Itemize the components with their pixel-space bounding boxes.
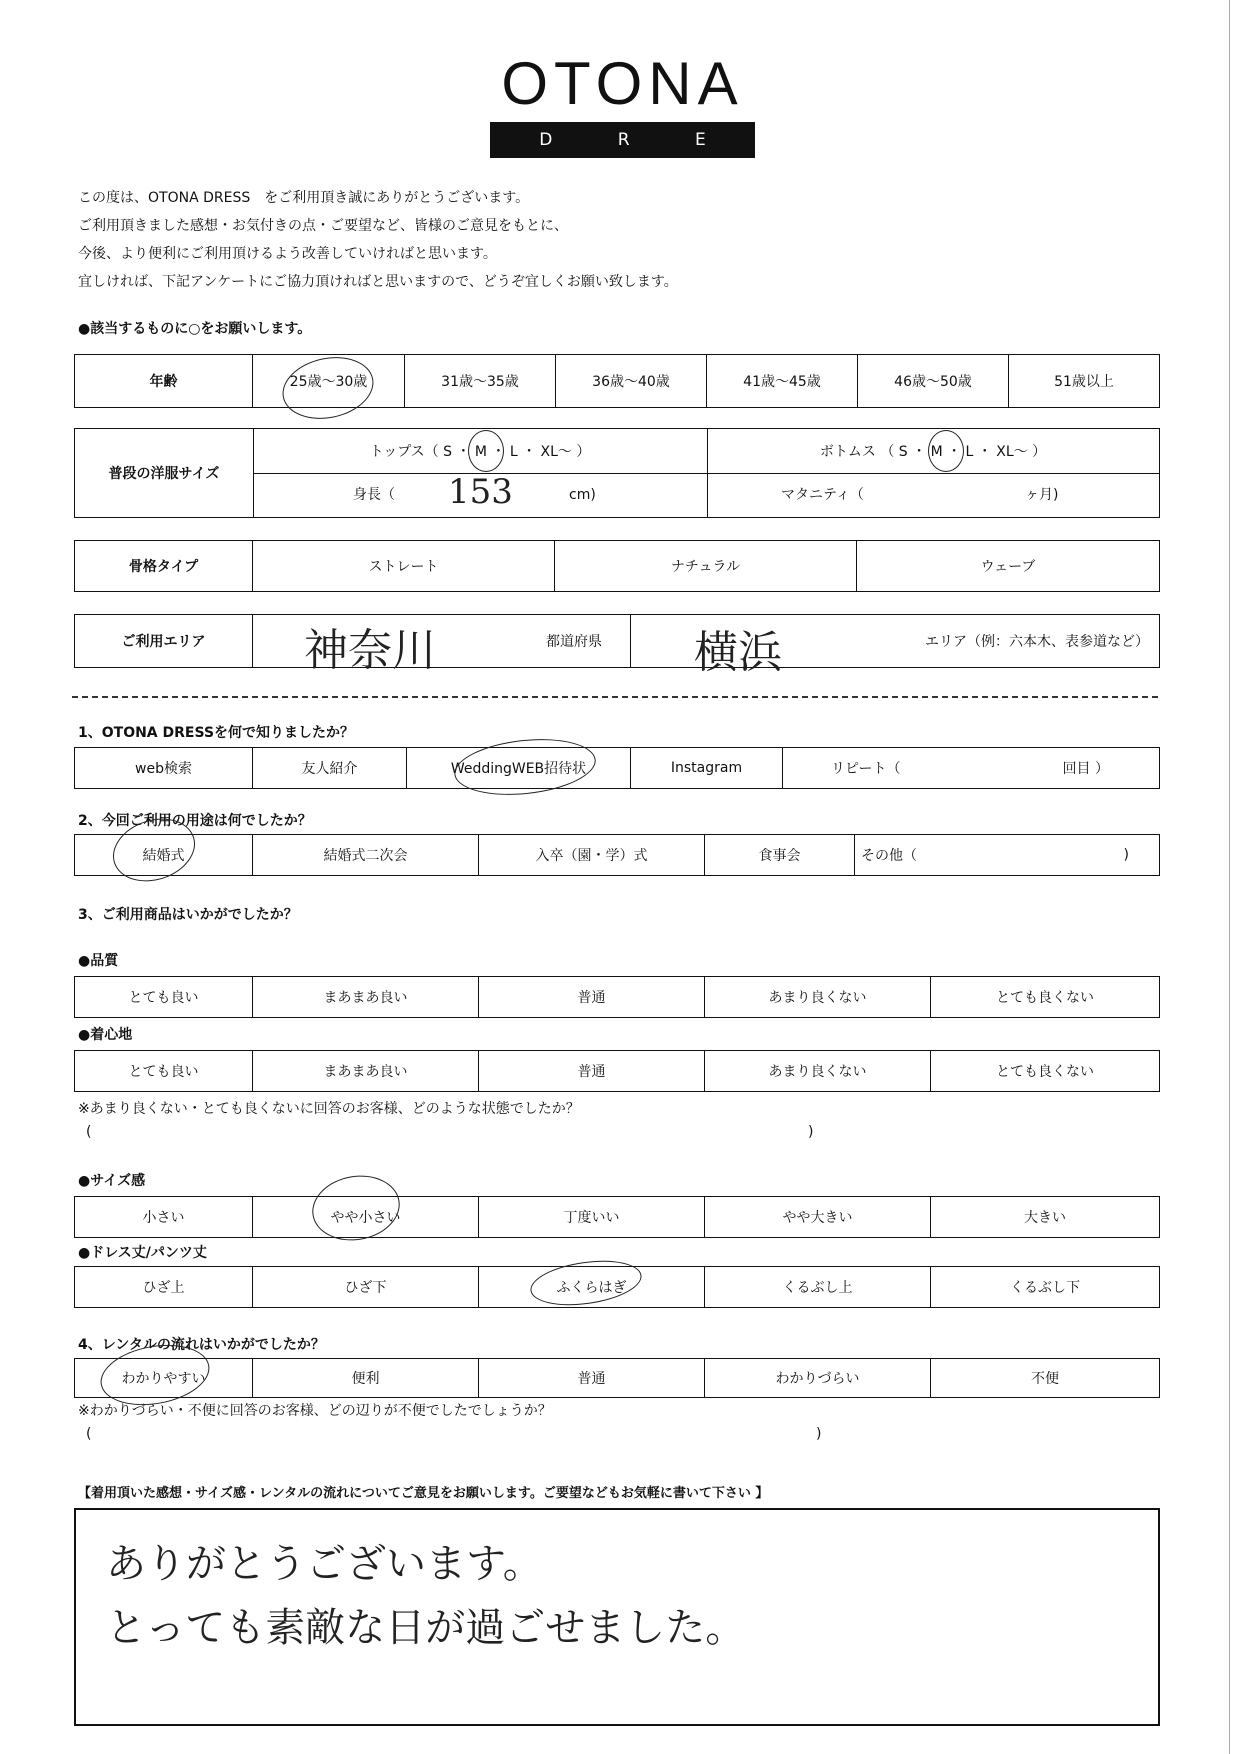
comfort-option[interactable]: 普通 [479, 1051, 705, 1091]
height-value: 153 [448, 472, 513, 512]
intro-line: 今後、より便利にご利用頂けるよう改善していければと思います。 [78, 246, 497, 262]
length-option[interactable]: くるぶし下 [1010, 1280, 1080, 1296]
q4-note: ※わかりづらい・不便に回答のお客様、どの辺りが不便でしたでしょうか？ [78, 1403, 552, 1419]
comfort-row [74, 1050, 1160, 1092]
q2-title: 2、今回ご利用の用途は何でしたか？ [78, 813, 312, 829]
q2-option[interactable]: 食事会 [705, 835, 855, 875]
logo-otona: OTONA [501, 50, 744, 117]
area-label: ご利用エリア [75, 615, 253, 667]
maternity-unit: ヶ月) [1025, 487, 1059, 503]
q1-title: 1、OTONA DRESSを何で知りましたか？ [78, 725, 355, 741]
body-type-option[interactable]: ナチュラル [555, 541, 857, 591]
q4-paren-open: ( [86, 1426, 92, 1442]
fit-option[interactable]: やや大きい [705, 1197, 931, 1237]
area-unit: エリア（例：六本木、表参道など） [925, 634, 1149, 650]
q3-paren-open: ( [86, 1124, 92, 1140]
q2-other-close: ) [1123, 847, 1129, 863]
fit-option[interactable]: 小さい [75, 1197, 253, 1237]
comfort-option[interactable]: とても良くない [996, 1064, 1094, 1080]
bottoms-size[interactable]: ボトムス （ S ・ M ・ L ・ XL～ ） [819, 444, 1047, 460]
q1-repeat-count: 回目 ） [1062, 761, 1109, 777]
length-option[interactable]: くるぶし上 [705, 1267, 931, 1307]
comfort-option[interactable]: とても良い [75, 1051, 253, 1091]
quality-option[interactable]: とても良い [75, 977, 253, 1017]
age-label: 年齢 [75, 355, 253, 407]
instruction: ●該当するものに○をお願いします。 [78, 321, 312, 337]
age-option[interactable]: 41歳～45歳 [707, 355, 858, 407]
fit-option[interactable]: やや小さい [253, 1197, 479, 1237]
q2-row [74, 834, 1160, 876]
height-unit: cm) [569, 487, 596, 503]
q3-paren-close: ) [808, 1124, 814, 1140]
fit-option[interactable]: 丁度いい [479, 1197, 705, 1237]
area-value: 横浜 [694, 627, 782, 678]
body-type-label: 骨格タイプ [75, 541, 253, 591]
q2-other-field[interactable] [855, 835, 1159, 875]
prefecture-unit: 都道府県 [546, 634, 602, 650]
quality-option[interactable]: とても良くない [996, 990, 1094, 1006]
prefecture-value: 神奈川 [304, 625, 436, 676]
quality-row [74, 976, 1160, 1018]
selection-circle [468, 430, 504, 472]
maternity-label: マタニティ（ [781, 487, 864, 503]
quality-option[interactable]: あまり良くない [705, 977, 931, 1017]
comfort-option[interactable]: あまり良くない [705, 1051, 931, 1091]
length-option[interactable]: ひざ上 [75, 1267, 253, 1307]
comments-heading: 【着用頂いた感想・サイズ感・レンタルの流れについてご意見をお願いします。ご要望などもお気軽に書いて下さい 】 [78, 1486, 769, 1501]
comments-box[interactable] [74, 1508, 1160, 1726]
section-divider [72, 696, 1158, 698]
comment-line: ありがとうございます。 [106, 1541, 543, 1587]
q2-option[interactable]: 入卒（園・学）式 [479, 835, 705, 875]
q3-title: 3、ご利用商品はいかがでしたか？ [78, 907, 298, 923]
logo-dress: D R E S S [490, 122, 755, 158]
age-option[interactable]: 25歳～30歳 [253, 355, 405, 407]
q2-option[interactable]: 結婚式 [75, 835, 253, 875]
comfort-label: ●着心地 [78, 1027, 133, 1043]
tops-size[interactable]: トップス（ S ・ M ・ L ・ XL～ ） [369, 444, 591, 460]
comfort-option[interactable]: まあまあ良い [253, 1051, 479, 1091]
q1-option[interactable]: WeddingWEB招待状 [407, 748, 631, 788]
quality-label: ●品質 [78, 953, 119, 969]
age-option[interactable]: 46歳～50歳 [858, 355, 1009, 407]
q1-repeat-field[interactable] [783, 748, 1159, 788]
q3-note: ※あまり良くない・とても良くないに回答のお客様、どのような状態でしたか？ [78, 1101, 580, 1117]
intro-line: ご利用頂きました感想・お気付きの点・ご要望など、皆様のご意見をもとに、 [78, 218, 568, 234]
age-option[interactable]: 36歳～40歳 [556, 355, 707, 407]
q2-option[interactable]: 結婚式二次会 [253, 835, 479, 875]
intro-line: 宜しければ、下記アンケートにご協力頂ければと思いますので、どうぞ宜しくお願い致します。 [78, 274, 678, 290]
body-type-option[interactable]: ストレート [253, 541, 555, 591]
scan-edge-line [1229, 0, 1230, 1754]
length-option[interactable]: ひざ下 [253, 1267, 479, 1307]
q4-title: 4、レンタルの流れはいかがでしたか？ [78, 1337, 325, 1353]
length-option[interactable]: ふくらはぎ [479, 1267, 705, 1307]
q1-option: リピート（ [831, 761, 901, 777]
size-block [74, 428, 1160, 518]
q4-option[interactable]: 不便 [1031, 1371, 1059, 1387]
intro-text [78, 184, 678, 296]
q4-paren-close: ) [816, 1426, 822, 1442]
q1-option[interactable]: web検索 [75, 748, 253, 788]
q1-option[interactable]: 友人紹介 [253, 748, 407, 788]
q4-option[interactable]: 普通 [479, 1359, 705, 1397]
age-row [74, 354, 1160, 408]
age-option[interactable]: 31歳～35歳 [405, 355, 556, 407]
fit-label: ●サイズ感 [78, 1173, 146, 1189]
size-label: 普段の洋服サイズ [75, 429, 254, 517]
body-type-option[interactable]: ウェーブ [980, 559, 1036, 575]
selection-circle [928, 430, 964, 472]
length-label: ●ドレス丈/パンツ丈 [78, 1245, 207, 1261]
quality-option[interactable]: 普通 [479, 977, 705, 1017]
fit-row [74, 1196, 1160, 1238]
q1-row [74, 747, 1160, 789]
q1-option[interactable]: Instagram [631, 748, 783, 788]
selection-circle [452, 733, 599, 802]
area-row [74, 614, 1160, 668]
q4-option[interactable]: わかりづらい [705, 1359, 931, 1397]
height-label: 身長（ [353, 487, 395, 503]
q4-option[interactable]: 便利 [253, 1359, 479, 1397]
quality-option[interactable]: まあまあ良い [253, 977, 479, 1017]
q4-option[interactable]: わかりやすい [75, 1359, 253, 1397]
age-option[interactable]: 51歳以上 [1054, 374, 1114, 390]
q2-option: その他（ [861, 848, 917, 864]
brand-logo [490, 50, 755, 186]
q4-row [74, 1358, 1160, 1398]
comment-line: とっても素敵な日が過ごせました。 [106, 1605, 746, 1651]
intro-line: この度は、OTONA DRESS をご利用頂き誠にありがとうございます。 [78, 190, 530, 206]
body-type-row [74, 540, 1160, 592]
fit-option[interactable]: 大きい [1024, 1210, 1066, 1226]
